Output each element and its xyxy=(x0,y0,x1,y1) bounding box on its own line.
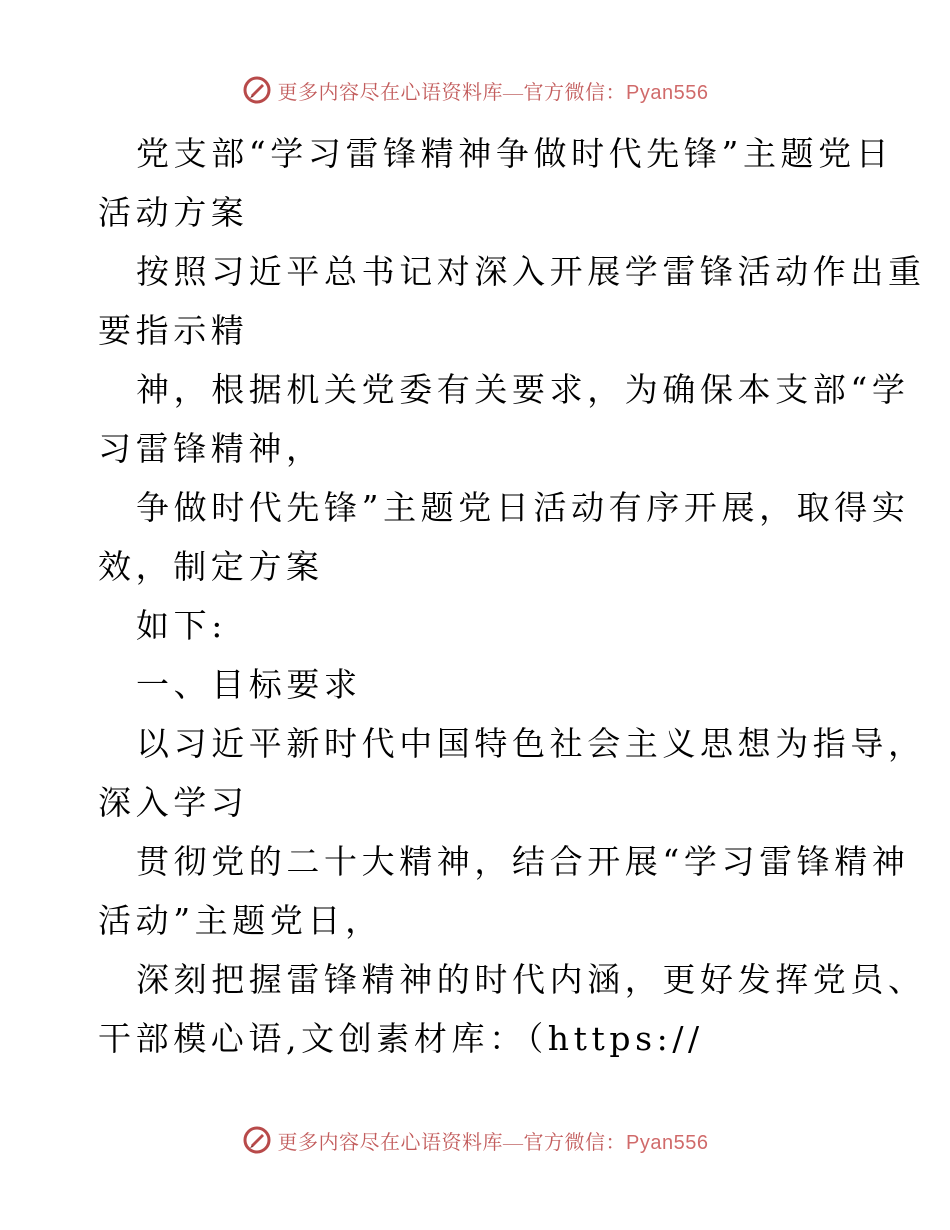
document-line: 争做时代先锋”主题党日活动有序开展，取得实 xyxy=(136,488,910,527)
document-line: 活动方案 xyxy=(98,193,249,232)
document-line: 干部模心语,文创素材库：（https:// xyxy=(98,1019,704,1058)
document-line: 按照习近平总书记对深入开展学雷锋活动作出重 xyxy=(136,252,926,291)
document-line: 以习近平新时代中国特色社会主义思想为指导， xyxy=(136,724,926,763)
document-line: 活动”主题党日， xyxy=(98,901,383,940)
document-line: 神，根据机关党委有关要求，为确保本支部“学 xyxy=(136,370,910,409)
header-banner xyxy=(0,70,950,110)
document-line: 习雷锋精神， xyxy=(98,429,324,468)
footer-banner-title: 更多内容尽在心语资料库 xyxy=(277,1131,504,1154)
header-banner-wechat-label: 官方微信： xyxy=(523,81,627,104)
document-body xyxy=(98,124,926,1068)
footer-banner-dash: — xyxy=(503,1131,524,1154)
document-line: 一、目标要求 xyxy=(136,665,362,704)
header-banner-dash: — xyxy=(503,81,524,104)
document-line: 深刻把握雷锋精神的时代内涵，更好发挥党员、 xyxy=(136,960,926,999)
brand-logo-icon xyxy=(242,1125,272,1155)
header-banner-text xyxy=(278,76,709,105)
document-line: 党支部“学习雷锋精神争做时代先锋”主题党日 xyxy=(136,134,894,173)
document-line: 要指示精 xyxy=(98,311,249,350)
document-line: 深入学习 xyxy=(98,783,249,822)
document-line: 效，制定方案 xyxy=(98,547,324,586)
brand-logo-icon xyxy=(242,75,272,105)
document-line: 如下: xyxy=(136,606,227,645)
footer-banner-wechat-id: Pyan556 xyxy=(626,1131,709,1154)
header-banner-title: 更多内容尽在心语资料库 xyxy=(277,81,504,104)
footer-banner-wechat-label: 官方微信： xyxy=(523,1131,627,1154)
footer-banner xyxy=(0,1120,950,1160)
header-banner-wechat-id: Pyan556 xyxy=(626,81,709,104)
document-line: 贯彻党的二十大精神，结合开展“学习雷锋精神 xyxy=(136,842,910,881)
footer-banner-text xyxy=(278,1126,709,1155)
